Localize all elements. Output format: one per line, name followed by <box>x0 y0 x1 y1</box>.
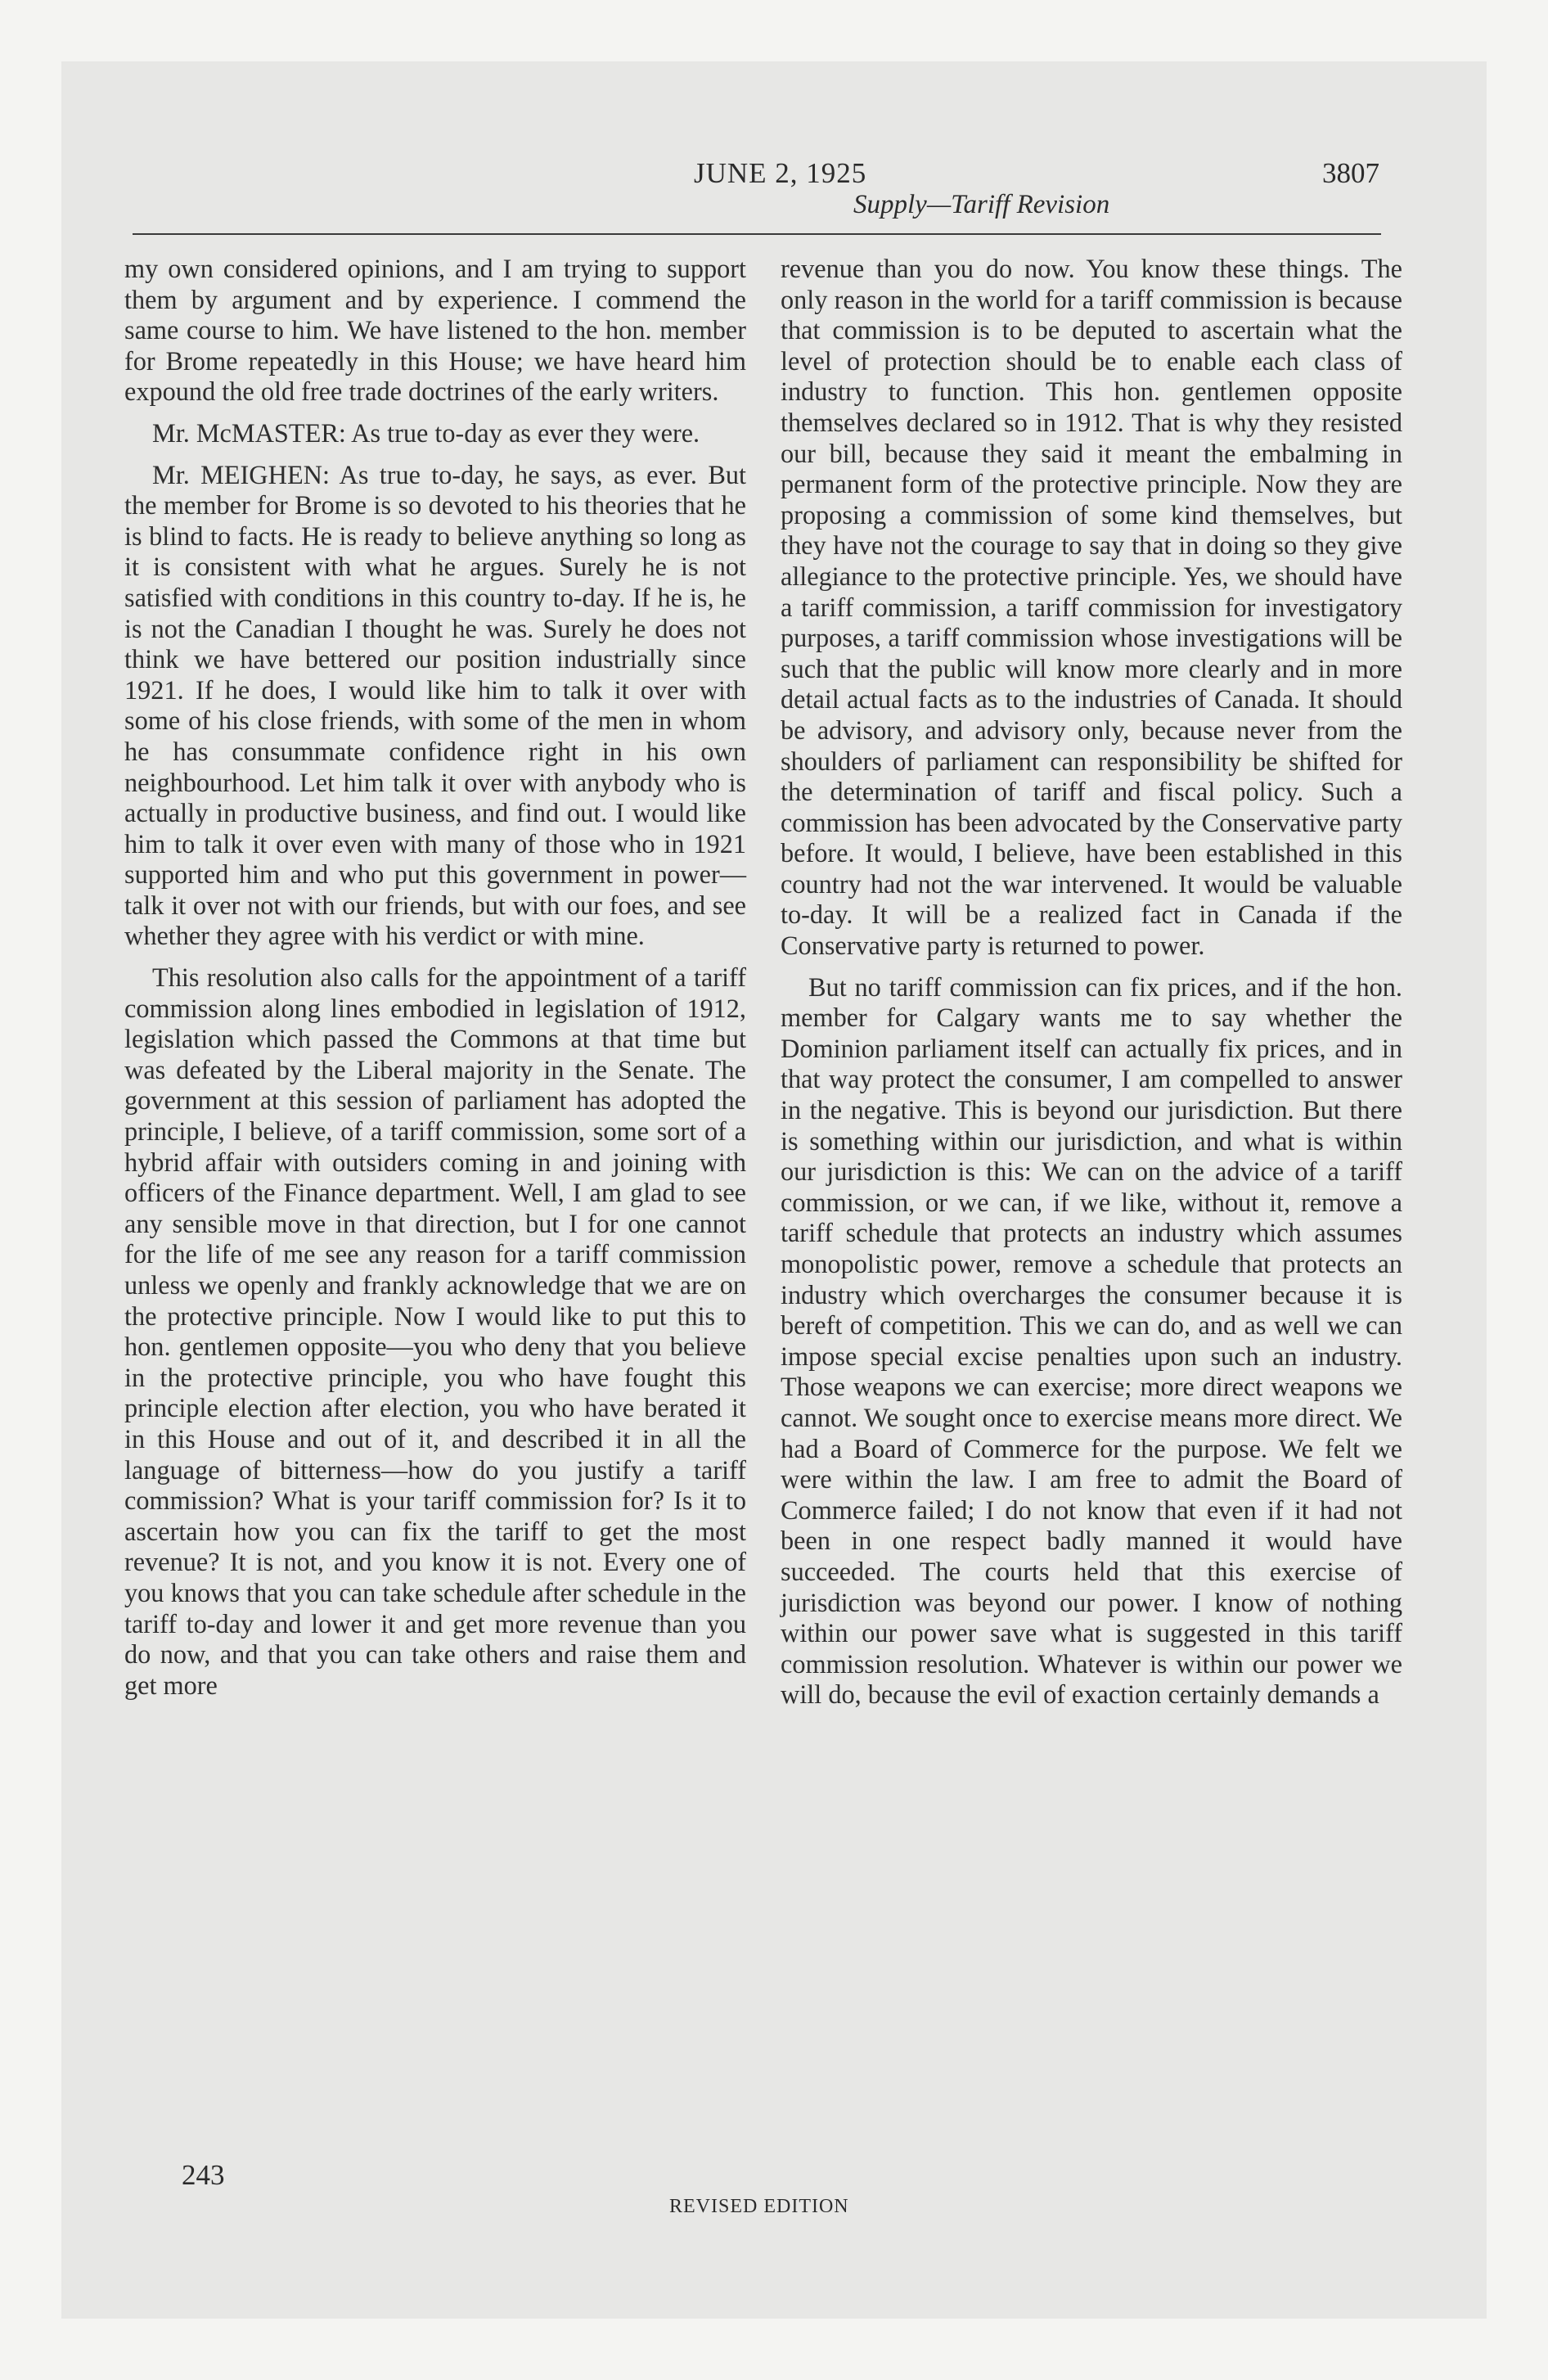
paragraph: This resolution also calls for the appointment of a tariff commission along lines embodied in legislation of 1912, legislation which passed the Commons at that time but was defeated by the Liberal majority in the Senate. The government at this session of parliament has adopted the principle, I believe, of a tariff commission, some sort of a hybrid affair with outsiders coming in and joining with officers of the Finance department. Well, I am glad to see any sensible move in that direction, but I for one cannot for the life of me see any reason for a tariff commission unless we openly and frankly acknowledge that we are on the protective principle. Now I would like to put this to hon. gentlemen opposite—you who deny that you believe in the protective principle, you who have fought this principle election after election, you who have berated it in this House and out of it, and described it in all the language of bitterness—how do you justify a tariff commission? What is your tariff commission for? Is it to ascertain how you can fix the tariff to get the most revenue? It is not, and you know it is not. Every one of you knows that you can take schedule after schedule in the tariff to-day and lower it and get more revenue than you do now, and that you can take others and raise them and get more <box>124 962 746 1700</box>
paragraph: my own considered opinions, and I am trying to support them by argument and by experience. I commend the same course to him. We have listened to the hon. member for Brome repeatedly in this House; we have heard him expound the old free trade doctrines of the early writers. <box>124 254 746 407</box>
paragraph: revenue than you do now. You know these things. The only reason in the world for a tariff commission is because that commission is to be deputed to ascertain what the level of protection should be to enable each class of industry to function. This hon. gentlemen opposite themselves declared so in 1912. That is why they resisted our bill, because they said it meant the embalming in permanent form of the protective principle. Now they are proposing a commission of some kind themselves, but they have not the courage to say that in doing so they give allegiance to the protective principle. Yes, we should have a tariff commission, a tariff commission for investigatory purposes, a tariff commission whose investigations will be such that the public will know more clearly and in more detail actual facts as to the industries of Canada. It should be advisory, and advisory only, because never from the shoulders of parliament can responsibility be shifted for the determination of tariff and fiscal policy. Such a commission has been advocated by the Conservative party before. It would, I believe, have been established in this country had not the war intervened. It would be valuable to-day. It will be a realized fact in Canada if the Conservative party is returned to power. <box>781 254 1402 961</box>
page-number: 3807 <box>1322 157 1379 189</box>
right-column <box>781 254 1402 1721</box>
paragraph: Mr. MEIGHEN: As true to-day, he says, as ever. But the member for Brome is so devoted to his theories that he is blind to facts. He is ready to believe anything so long as it is consistent with what he argues. Surely he is not satisfied with conditions in this country to-day. If he is, he is not the Canadian I thought he was. Surely he does not think we have bettered our position industrially since 1921. If he does, I would like him to talk it over with some of his close friends, with some of the men in whom he has consummate confidence right in his own neighbourhood. Let him talk it over with anybody who is actually in productive business, and find out. I would like him to talk it over even with many of those who in 1921 supported him and who put this government in power—talk it over not with our friends, but with our foes, and see whether they agree with his verdict or with mine. <box>124 459 746 951</box>
left-column <box>124 254 746 1711</box>
edition-label: REVISED EDITION <box>669 2196 849 2217</box>
section-title: Supply—Tariff Revision <box>853 190 1110 219</box>
paragraph: But no tariff commission can fix prices, and if the hon. member for Calgary wants me to say whether the Dominion parliament itself can actually fix prices, and in that way protect the consumer, I am compelled to answer in the negative. This is beyond our jurisdiction. But there is something within our jurisdiction, and what is within our jurisdiction is this: We can on the advice of a tariff commission, or we can, if we like, without it, remove a tariff schedule that protects an industry which assumes monopolistic power, remove a schedule that protects an industry which overcharges the consumer because it is bereft of competition. This we can do, and as well we can impose special excise penalties upon such an industry. Those weapons we can exercise; more direct weapons we cannot. We sought once to exercise means more direct. We had a Board of Commerce for the purpose. We felt we were within the law. I am free to admit the Board of Commerce failed; I do not know that even if it had not been in one respect badly manned it would have succeeded. The courts held that this exercise of jurisdiction was beyond our power. I know of nothing within our power save what is suggested in this tariff commission resolution. Whatever is within our power we will do, because the evil of exaction certainly demands a <box>781 971 1402 1710</box>
paragraph: Mr. McMASTER: As true to-day as ever they were. <box>152 417 700 448</box>
folio-number: 243 <box>182 2159 225 2191</box>
header-rule <box>133 233 1381 235</box>
header-date: JUNE 2, 1925 <box>694 157 867 189</box>
